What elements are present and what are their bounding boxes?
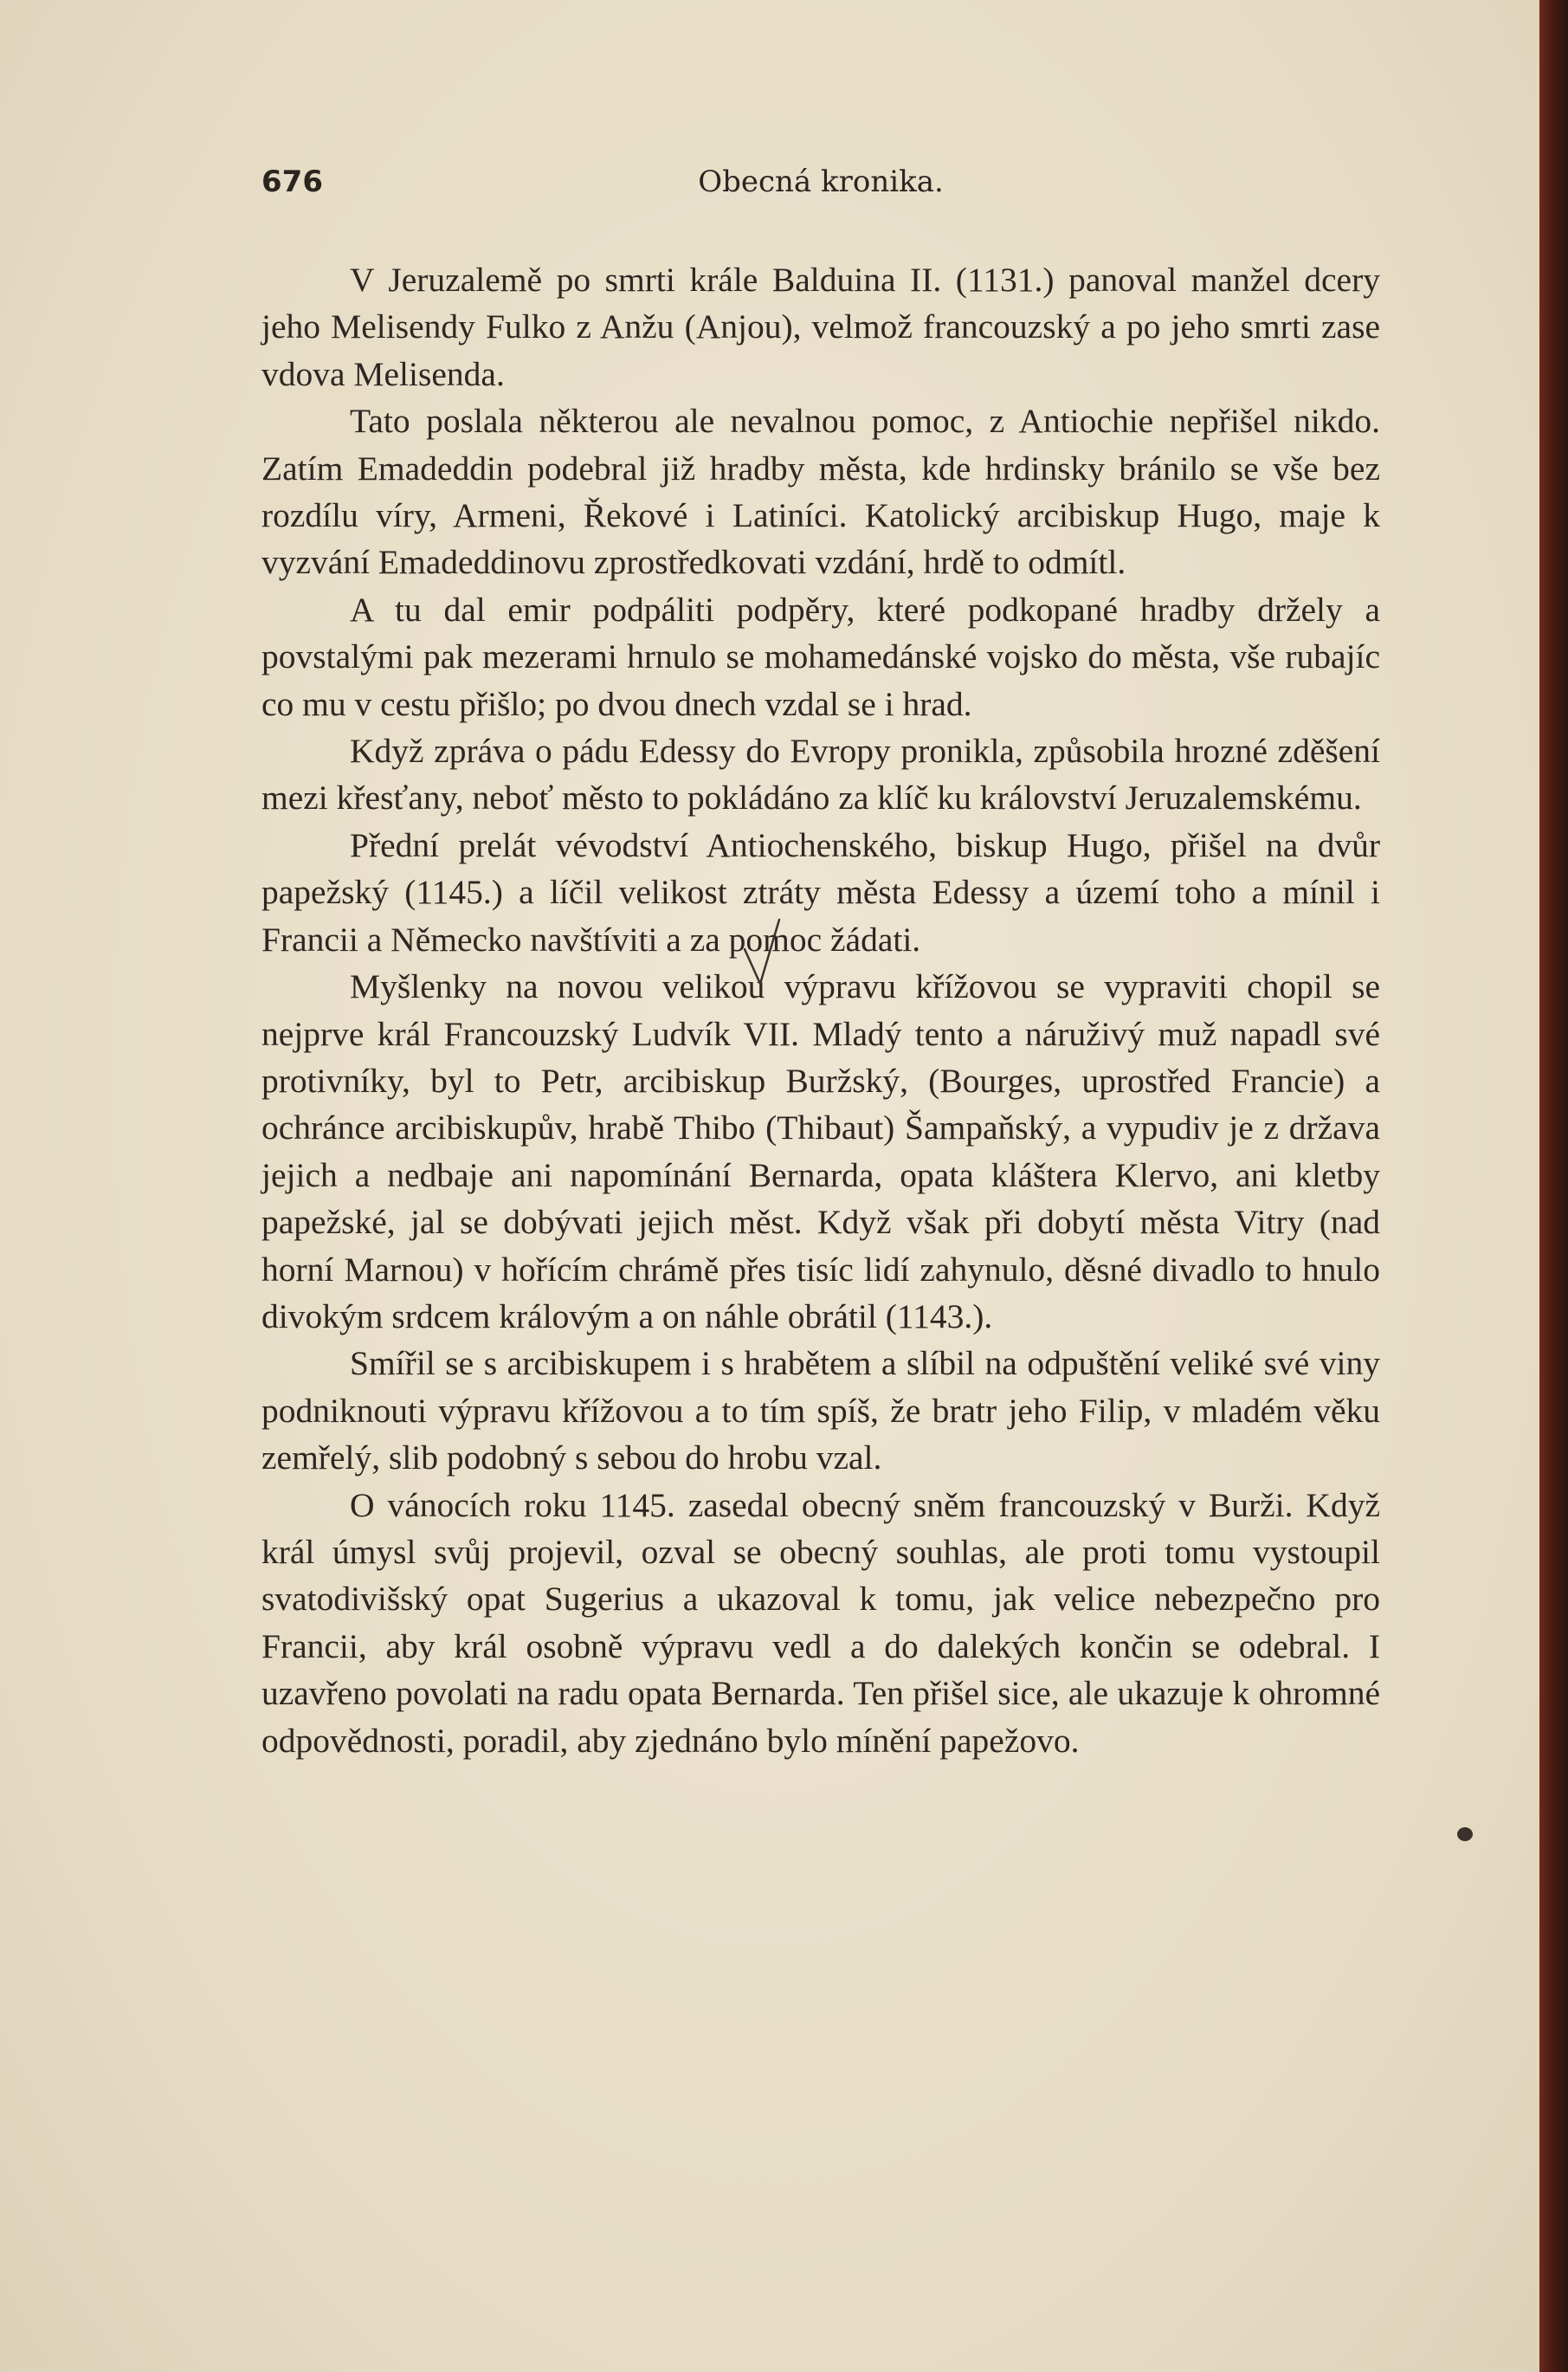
paragraph: Když zpráva o pádu Edessy do Evropy pronikla, způsobila hrozné zděšení mezi křesťany, neboť město to pokládáno za klíč ku království Jeruzalemskému. — [261, 732, 1380, 818]
paragraph: A tu dal emir podpáliti podpěry, které podkopané hradby držely a povstalými pak mezerami hrnulo se mohamedánské vojsko do města, vše rubajíc co mu v cestu přišlo; po dvou dnech vzdal se i hrad. — [261, 590, 1380, 723]
paragraph: V Jeruzalemě po smrti krále Balduina II. (1131.) panoval manžel dcery jeho Melisendy Fulko z Anžu (Anjou), velmož francouzský a po jeho smrti zase vdova Melisenda. — [261, 261, 1380, 393]
paragraph: O vánocích roku 1145. zasedal obecný sněm francouzský v Burži. Když král úmysl svůj projevil, ozval se obecný souhlas, ale proti tomu vystoupil svatodivišský opat Sugerius a ukazoval k tomu, jak velice nebezpečno pro Francii, aby král osobně výpravu vedl a do dalekých končin se odebral. I uzavřeno povolati na radu opata Bernarda. Ten přišel sice, ale ukazuje k ohromné odpovědnosti, poradil, aby zjednáno bylo mínění papežovo. — [261, 1485, 1380, 1760]
pencil-check-mark-icon — [741, 916, 783, 989]
page-number: 676 — [261, 165, 323, 199]
paragraph: Smířil se s arcibiskupem i s hrabětem a slíbil na odpuštění veliké své viny podniknouti výpravu křížovou a to tím spíš, že bratr jeho Filip, v mladém věku zemřelý, slib podobný s sebou do hrobu vzal. — [261, 1344, 1380, 1477]
book-spine — [1539, 0, 1568, 2372]
paragraph: Myšlenky na novou velikou výpravu křížovou se vypraviti chopil se nejprve král Francouzský Ludvík VII. Mladý tento a náruživý muž napadl své protivníky, byl to Petr, arcibiskup Buržský, (Bourges, uprostřed Francie) a ochránce arcibiskupův, hrabě Thibo (Thibaut) Šampaňský, a vypudiv je z država jejich a nedbaje ani napomínání Bernarda, opata kláštera Klervo, ani kletby papežské, jal se dobývati jejich měst. Když však při dobytí města Vitry (nad horní Marnou) v hořícím chrámě přes tisíc lidí zahynulo, děsné divadlo to hnulo divokým srdcem královým a on náhle obrátil (1143.). — [261, 967, 1380, 1335]
body-text — [261, 256, 1380, 1764]
paragraph: Přední prelát vévodství Antiochenského, biskup Hugo, přišel na dvůr papežský (1145.) a líčil velikost ztráty města Edessy a území toho a mínil i Francii a Německo navštíviti a za pomoc žádati. — [261, 825, 1380, 959]
ink-dot-mark — [1457, 1827, 1473, 1841]
running-title: Obecná kronika. — [698, 165, 944, 199]
paragraph: Tato poslala některou ale nevalnou pomoc, z Antiochie nepřišel nikdo. Zatím Emadeddin podebral již hradby města, kde hrdinsky bránilo se vše bez rozdílu víry, Armeni, Řekové i Latiníci. Katolický arcibiskup Hugo, maje k vyzvání Emadeddinovu zprostředkovati vzdání, hrdě to odmítl. — [261, 402, 1380, 582]
page-header — [261, 165, 1380, 208]
